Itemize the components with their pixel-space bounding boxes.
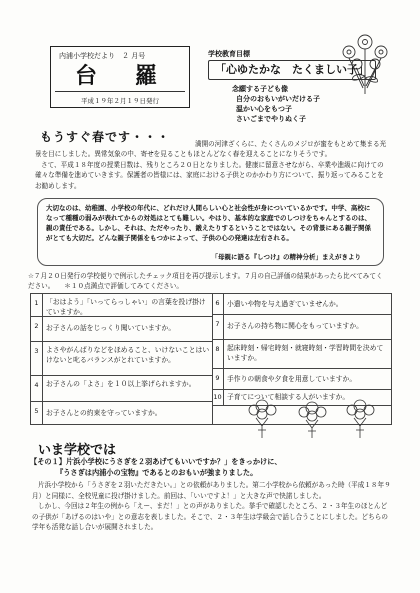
item-number: 7 (212, 315, 224, 339)
notice-text: 大切なのは、幼稚園、小学校の年代に、どれだけ人間らしい心と社会性が身についているかです。中学、高校になって種種の弱みが表れてからの対処はとても難しい。やはり、基本的な家庭でのしつけをちゃんとするのは、親の責任である。しかし、それは、ただやったり、鍛えたりするということではない。その背景にある親子関係がとても大切だ。どんな親子関係をもつかによって、子供の心の発達は左右される。 (46, 204, 371, 242)
item-text: お子さんの「よさ」を１０以上挙げられますか。 (46, 380, 196, 388)
newsletter-name: 内浦小学校だより ２ 月号 (59, 52, 146, 60)
goals-item: さいごまでやりぬく子 (236, 115, 306, 123)
goals-item: 念願する子ども像 (232, 85, 288, 93)
notice-source: 「母親に語る『しつけ』の精神分析」まえがきより (211, 253, 361, 261)
school-now-body (32, 480, 392, 533)
item-number: 9 (212, 369, 224, 389)
item-text: お子さんの話をじっくり聞いていますか。 (46, 324, 176, 332)
school-now-summary: 『うさぎは内浦小の宝物』であるとのおもいが強まりました。 (56, 468, 258, 477)
school-now-heading: いま学校では (38, 443, 117, 458)
masthead-box (50, 46, 190, 108)
item-text: 手作りの朝食や夕食を用意していますか。 (227, 375, 357, 383)
parenting-notice-box (37, 198, 384, 266)
item-number: 1 (31, 294, 43, 316)
school-now-paragraph: 片浜小学校から「うさぎを２羽いただきたい。」との依頼がありました。第二小学校から依頼があった時（平成１８年９月）と同様に、全校児童に投げ掛けました。前回は、「いいですよ！」と大きな声で快諾しました。 (32, 481, 391, 500)
item-text: お子さんとの約束を守っていますか。 (46, 409, 162, 417)
checklist-item (31, 294, 212, 316)
item-number: 4 (31, 376, 43, 401)
checklist-item (212, 340, 391, 368)
checklist-item (31, 342, 212, 375)
item-text: お子さんの持ち物に関心をもっていますか。 (227, 322, 363, 330)
item-text: 子育てについて相談する人がいますか。 (227, 393, 350, 401)
item-text: よさやがんばりなどをほめること、いけないことはいけないと叱るバランスがとれていますか。 (46, 346, 210, 364)
checklist-instructions: ☆７月２０日発行の学校便りで例示したチェック項目を再び提示します。７月の自己評価の結果があったら比べてみてください。 ＊１０点満点で評価してみてください。 (28, 272, 383, 290)
masthead-divider (55, 91, 185, 92)
item-number: 2 (31, 317, 43, 341)
checklist-item (31, 317, 212, 341)
item-number: 8 (212, 340, 224, 368)
school-now-topic: 【その１】片浜小学校にうさぎを２羽あげてもいいですか？」をきっかけに、 (30, 457, 282, 466)
checklist-item (31, 402, 212, 424)
spring-paragraph: さて、平成１８年度の授業日数は、残りところ２０日となりました。健康に留意させながら、卒業や進級に向けての確々な準備を進めていきます。保護者の皆様には、家庭における子供とのかかわり方について、振り返ってみることをお勧めします。 (35, 160, 384, 190)
item-text: 起床時刻・帰宅時刻・就寝時刻・学習時間を決めていますか。 (227, 344, 384, 362)
item-text: 「おはよう」「いってらっしゃい」の言葉を投げ掛けていますか。 (46, 298, 206, 316)
newsletter-title: 台 羅 (74, 63, 165, 89)
school-now-paragraph: しかし、今回は２年生の例から「えー、まだ！」との声がありました。挙手で確認したところ、２・３年生のほとんどの子供が「あげるのはいや」との意志を表しました。そこで、２・３年生は学級会で話し合うことにしました。どちらの学年も活発な話し合いが展開されました。 (32, 502, 388, 532)
checklist-item (31, 376, 212, 401)
checklist-item (212, 315, 391, 339)
goals-label: 学校教育目標 (208, 50, 250, 58)
item-number: 6 (212, 294, 224, 314)
item-number: 3 (31, 342, 43, 375)
goals-main-box: 「心ゆたかな たくましい子」 (208, 60, 376, 80)
item-text: 小遣いや物を与え過ぎていませんか。 (227, 300, 343, 308)
goals-item: 温かい心をもつ子 (236, 105, 292, 113)
goals-list (232, 84, 320, 124)
issue-date: 平成１９年２月１９日発行 (81, 97, 159, 105)
spring-paragraph: 満開の河津ざくらに、たくさんのメジロが蜜をもとめて集まる光景を目にしました。異常気象の中、寄せを見ることもほとんどなく春を迎えることになりそうです。 (35, 140, 387, 159)
goals-item: 自分のおもいがいだける子 (236, 95, 320, 103)
checklist-item (212, 369, 391, 389)
spring-body (35, 139, 390, 191)
item-number: 5 (31, 402, 43, 424)
checklist-item (212, 294, 391, 314)
flower-illustration-icon (335, 28, 397, 98)
spring-heading: もうすぐ春です・・・ (40, 130, 171, 144)
item-number: 10 (212, 390, 224, 405)
bouquet-illustration-icon (244, 396, 394, 440)
